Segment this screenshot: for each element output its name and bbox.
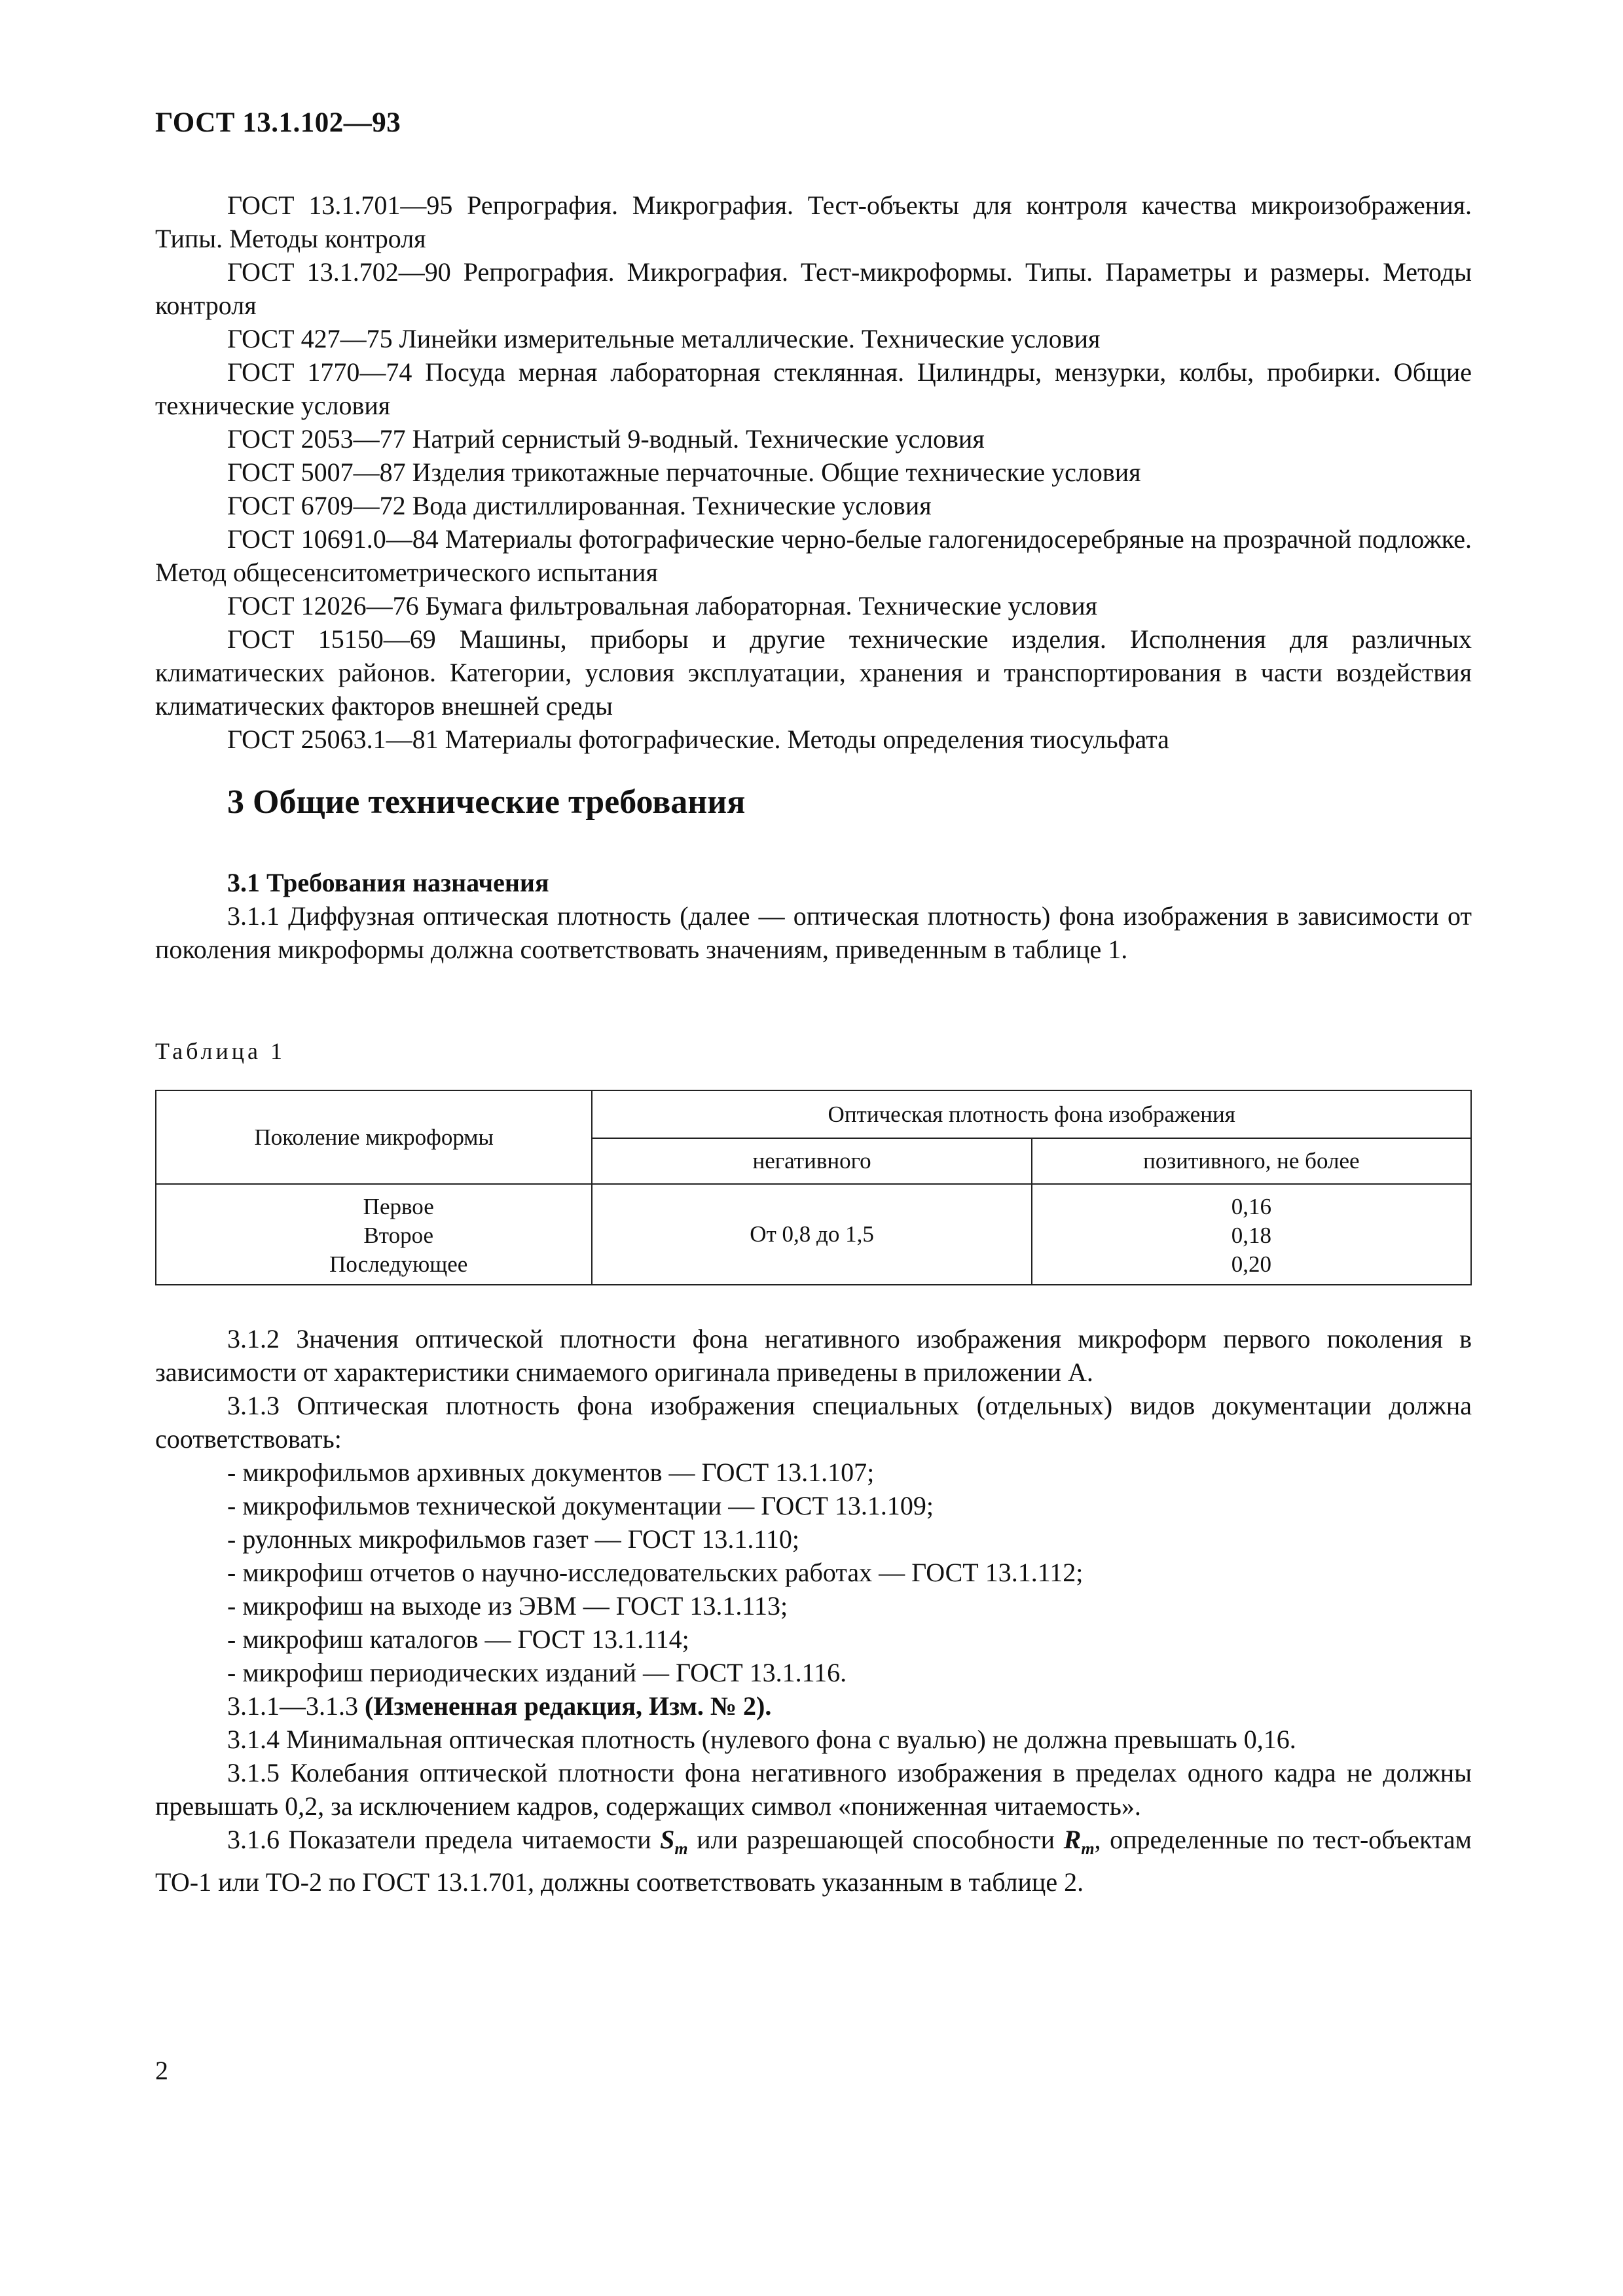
reference-item: ГОСТ 13.1.701—95 Репрография. Микрография. Тест-объекты для контроля качества микроизображения. Типы. Методы контроля (155, 190, 1472, 253)
list-item: - микрофиш на выходе из ЭВМ — ГОСТ 13.1.113; (227, 1591, 788, 1621)
header-density: Оптическая плотность фона изображения (592, 1090, 1471, 1138)
reference-item: ГОСТ 5007—87 Изделия трикотажные перчаточные. Общие технические условия (227, 457, 1141, 487)
paragraph-3-1-6 (155, 1823, 1472, 1899)
generation-cell (156, 1184, 592, 1285)
reference-item: ГОСТ 1770—74 Посуда мерная лабораторная стеклянная. Цилиндры, мензурки, колбы, пробирки. Общие технические условия (155, 357, 1472, 420)
requirements-intro (155, 899, 1472, 966)
normative-references (155, 188, 1472, 756)
list-item: - микрофиш каталогов — ГОСТ 13.1.114; (227, 1624, 689, 1654)
symbol-r: R (1063, 1825, 1082, 1854)
paragraph-3-1-2: 3.1.2 Значения оптической плотности фона негативного изображения микроформ первого поколения в зависимости от характеристики снимаемого оригинала приведены в приложении А. (155, 1324, 1472, 1387)
header-positive: позитивного, не более (1032, 1138, 1471, 1184)
paragraph-3-1-4: 3.1.4 Минимальная оптическая плотность (нулевого фона с вуалью) не должна превышать 0,16. (227, 1725, 1296, 1754)
list-item: - рулонных микрофильмов газет — ГОСТ 13.1.110; (227, 1524, 800, 1554)
list-item: - микрофильмов технической документации — ГОСТ 13.1.109; (227, 1491, 934, 1520)
table-1 (155, 1090, 1472, 1285)
generation-first: Первое (363, 1194, 434, 1219)
document-header: ГОСТ 13.1.102—93 (155, 107, 401, 138)
paragraph-3-1-3: 3.1.3 Оптическая плотность фона изображения специальных (отдельных) видов документации должна соответствовать: (155, 1391, 1472, 1454)
amendment-note (155, 1689, 1472, 1723)
positive-value-first: 0,16 (1231, 1194, 1271, 1219)
reference-item: ГОСТ 6709—72 Вода дистиллированная. Технические условия (227, 491, 932, 520)
paragraph-3-1-6-part-b: или разрешающей способности (687, 1825, 1064, 1854)
symbol-s: S (660, 1825, 675, 1854)
subsection-title: 3.1 Требования назначения (227, 868, 549, 897)
paragraph-3-1-6-part-a: 3.1.6 Показатели предела читаемости (227, 1825, 661, 1854)
generation-subsequent: Последующее (329, 1251, 468, 1277)
symbol-s-subscript: m (674, 1839, 688, 1858)
amendment-range: 3.1.1—3.1.3 (227, 1691, 365, 1721)
list-item: - микрофильмов архивных документов — ГОСТ 13.1.107; (227, 1458, 875, 1487)
reference-item: ГОСТ 13.1.702—90 Репрография. Микрография. Тест-микроформы. Типы. Параметры и размеры. Методы контроля (155, 257, 1472, 320)
page-number: 2 (155, 2056, 168, 2085)
positive-value-subsequent: 0,20 (1231, 1251, 1271, 1277)
symbol-r-subscript: m (1081, 1839, 1095, 1858)
negative-value: От 0,8 до 1,5 (592, 1184, 1031, 1285)
header-negative: негативного (592, 1138, 1031, 1184)
reference-item: ГОСТ 15150—69 Машины, приборы и другие технические изделия. Исполнения для различных климатических районов. Категории, условия эксплуатации, хранения и транспортирования в части воздействия климатических факторов внешней среды (155, 624, 1472, 721)
reference-item: ГОСТ 2053—77 Натрий сернистый 9-водный. Технические условия (227, 424, 985, 454)
list-item: - микрофиш отчетов о научно-исследовательских работах — ГОСТ 13.1.112; (227, 1558, 1084, 1587)
generation-second: Второе (363, 1223, 434, 1248)
reference-item: ГОСТ 10691.0—84 Материалы фотографические черно-белые галогенидосеребряные на прозрачной подложке. Метод общесенситометрического испытания (155, 524, 1472, 587)
reference-item: ГОСТ 12026—76 Бумага фильтровальная лабораторная. Технические условия (227, 591, 1098, 620)
requirements-continued (155, 1322, 1472, 1899)
list-item: - микрофиш периодических изданий — ГОСТ 13.1.116. (227, 1658, 847, 1687)
paragraph-3-1-6-part-c: , определенные по тест-объектам ТО-1 или ТО-2 по ГОСТ 13.1.701, должны соответствовать указанным в таблице 2. (155, 1825, 1472, 1897)
paragraph-3-1-1: 3.1.1 Диффузная оптическая плотность (далее — оптическая плотность) фона изображения в зависимости от поколения микроформы должна соответствовать значениям, приведенным в таблице 1. (155, 901, 1472, 964)
positive-value-second: 0,18 (1231, 1223, 1271, 1248)
paragraph-3-1-5: 3.1.5 Колебания оптической плотности фона негативного изображения в пределах одного кадра не должны превышать 0,2, за исключением кадров, содержащих символ «пониженная читаемость». (155, 1758, 1472, 1821)
table-caption: Таблица 1 (155, 1038, 285, 1064)
reference-item: ГОСТ 427—75 Линейки измерительные металлические. Технические условия (227, 324, 1101, 353)
header-generation: Поколение микроформы (156, 1090, 592, 1184)
section-title: 3 Общие технические требования (227, 783, 746, 821)
reference-item: ГОСТ 25063.1—81 Материалы фотографические. Методы определения тиосульфата (227, 725, 1169, 754)
amendment-text: (Измененная редакция, Изм. № 2). (365, 1691, 772, 1721)
positive-values-cell (1032, 1184, 1471, 1285)
